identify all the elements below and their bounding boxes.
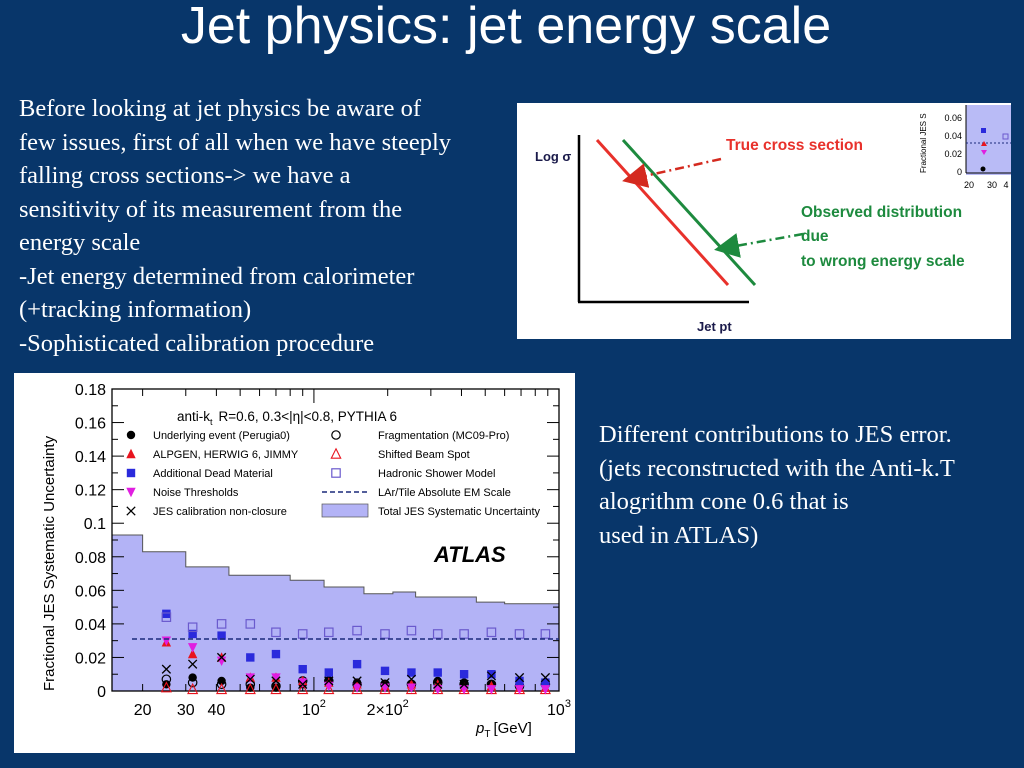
sketch-y-label: Log σ (535, 149, 572, 164)
plot-header-rest: R=0.6, 0.3<|η|<0.8, PYTHIA 6 (218, 409, 398, 424)
legend-symbol (332, 469, 340, 477)
x-tick-label: $10^3$ (547, 698, 571, 719)
x-tick-exponent: 2 (402, 698, 409, 710)
legend-item (127, 506, 287, 518)
legend-label: ALPGEN, HERWIG 6, JIMMY (153, 449, 299, 461)
legend-label: LAr/Tile Absolute EM Scale (378, 487, 511, 499)
legend-label: Shifted Beam Spot (378, 449, 470, 461)
data-point (272, 650, 280, 658)
true-curve (597, 140, 728, 285)
legend-symbol (127, 469, 135, 477)
data-point (434, 668, 442, 676)
observed-label: Observed distribution (801, 204, 963, 221)
legend-item (127, 468, 273, 480)
legend-label: Additional Dead Material (153, 468, 273, 480)
y-tick-label: 0.02 (74, 650, 106, 668)
intro-line: falling cross sections-> we have a (19, 162, 351, 189)
inset-tick-x: 20 (963, 180, 975, 190)
y-tick-label: 0.18 (74, 382, 106, 399)
legend-symbol (127, 431, 135, 439)
legend-item (332, 430, 510, 442)
legend-item (126, 487, 239, 499)
legend-label: JES calibration non-closure (153, 506, 287, 518)
plot-xlabel-unit: [GeV] (493, 720, 532, 737)
y-tick-label: 0.12 (74, 482, 106, 500)
data-point (381, 667, 389, 675)
contrib-line: used in ATLAS) (599, 521, 759, 549)
legend-symbol (126, 449, 135, 458)
plot-xlabel-sub: T (484, 729, 491, 740)
intro-line: -Jet energy determined from calorimeter (19, 262, 415, 290)
x-tick-exponent: 3 (564, 698, 571, 710)
observed-curve (623, 140, 755, 285)
legend-label: Total JES Systematic Uncertainty (378, 506, 541, 518)
observed-label: due (801, 228, 829, 245)
legend-item (126, 449, 299, 461)
legend-label: Underlying event (Perugia0) (153, 430, 290, 442)
x-tick-label: 30 (176, 702, 195, 719)
legend-item (322, 504, 541, 518)
plot-xlabel-p: p (476, 720, 485, 737)
legend-item (322, 487, 511, 499)
intro-line: sensitivity of its measurement from the (19, 195, 403, 223)
legend-symbol (126, 488, 135, 497)
inset-tick-y: 0.04 (944, 131, 962, 141)
sketch-canvas (517, 103, 1011, 339)
x-tick-label: 20 (133, 702, 152, 719)
legend-symbol (127, 507, 135, 515)
inset-tick-x: 4 (1003, 180, 1009, 190)
inset-marker (981, 167, 986, 172)
legend-item (332, 468, 496, 480)
y-tick-label: 0.04 (74, 616, 106, 634)
contrib-line: (jets reconstructed with the Anti-k.T (599, 454, 955, 482)
plot-header-sub: t (210, 417, 213, 427)
plot-ylabel: Fractional JES Systematic Uncertainty (41, 435, 58, 691)
x-tick-exponent: 2 (319, 698, 326, 710)
data-point (162, 610, 170, 618)
plot-legend (126, 430, 540, 518)
legend-label: Hadronic Shower Model (378, 468, 496, 480)
legend-symbol (322, 504, 368, 517)
inset-marker (981, 128, 986, 133)
data-point (353, 660, 361, 668)
x-tick-label: 40 (207, 702, 226, 719)
inset-tick-y: 0.06 (944, 113, 962, 123)
contrib-line: alogrithm cone 0.6 that is (599, 488, 849, 515)
true-label: True cross section (726, 137, 863, 154)
intro-line: Before looking at jet physics be aware of (19, 95, 422, 122)
y-tick-label: 0.08 (74, 549, 106, 567)
y-tick-label: 0.16 (74, 415, 106, 433)
jes-uncertainty-plot (14, 373, 575, 753)
x-tick-label: $2\times 10^2$ (366, 698, 409, 719)
y-tick-label: 0 (97, 684, 106, 701)
legend-symbol (332, 431, 340, 439)
legend-symbol (331, 449, 340, 458)
data-point (487, 670, 495, 678)
atlas-label: ATLAS (434, 542, 506, 567)
y-tick-label: 0.06 (74, 583, 106, 601)
observed-label: to wrong energy scale (801, 253, 965, 270)
legend-item (331, 449, 469, 461)
y-tick-label: 0.14 (74, 449, 106, 467)
legend-label: Fragmentation (MC09-Pro) (378, 430, 510, 442)
data-point (325, 668, 333, 676)
inset-ylabel: Fractional JES S (919, 113, 928, 173)
legend-item (127, 430, 290, 442)
legend-label: Noise Thresholds (153, 487, 239, 499)
data-point (246, 653, 254, 661)
observed-arrow (719, 234, 803, 249)
inset-tick-y: 0 (956, 167, 962, 177)
plot-xlabel (475, 720, 532, 740)
slide-title: Jet physics: jet energy scale (180, 0, 832, 55)
plot-header-main: anti-k (177, 409, 211, 424)
inset-tick-y: 0.02 (944, 149, 962, 159)
inset-tick-x: 30 (986, 180, 998, 190)
cross-section-sketch (517, 103, 1011, 339)
data-point (460, 670, 468, 678)
contrib-line: Different contributions to JES error. (599, 421, 952, 448)
intro-line: (+tracking information) (19, 296, 252, 323)
contributions-text (599, 418, 955, 552)
inset-frame (966, 105, 1011, 175)
intro-line: few issues, first of all when we have steeply (19, 128, 452, 156)
data-point (299, 665, 307, 673)
true-arrow (627, 159, 721, 180)
x-tick-label: $10^2$ (301, 698, 326, 719)
sketch-x-label: Jet pt (697, 319, 732, 334)
intro-line: -Sophisticated calibration procedure (19, 329, 375, 357)
intro-line: energy scale (19, 229, 141, 256)
y-tick-label: 0.1 (83, 516, 106, 534)
plot-canvas (14, 373, 575, 753)
plot-header (177, 409, 397, 427)
intro-text (19, 92, 451, 360)
